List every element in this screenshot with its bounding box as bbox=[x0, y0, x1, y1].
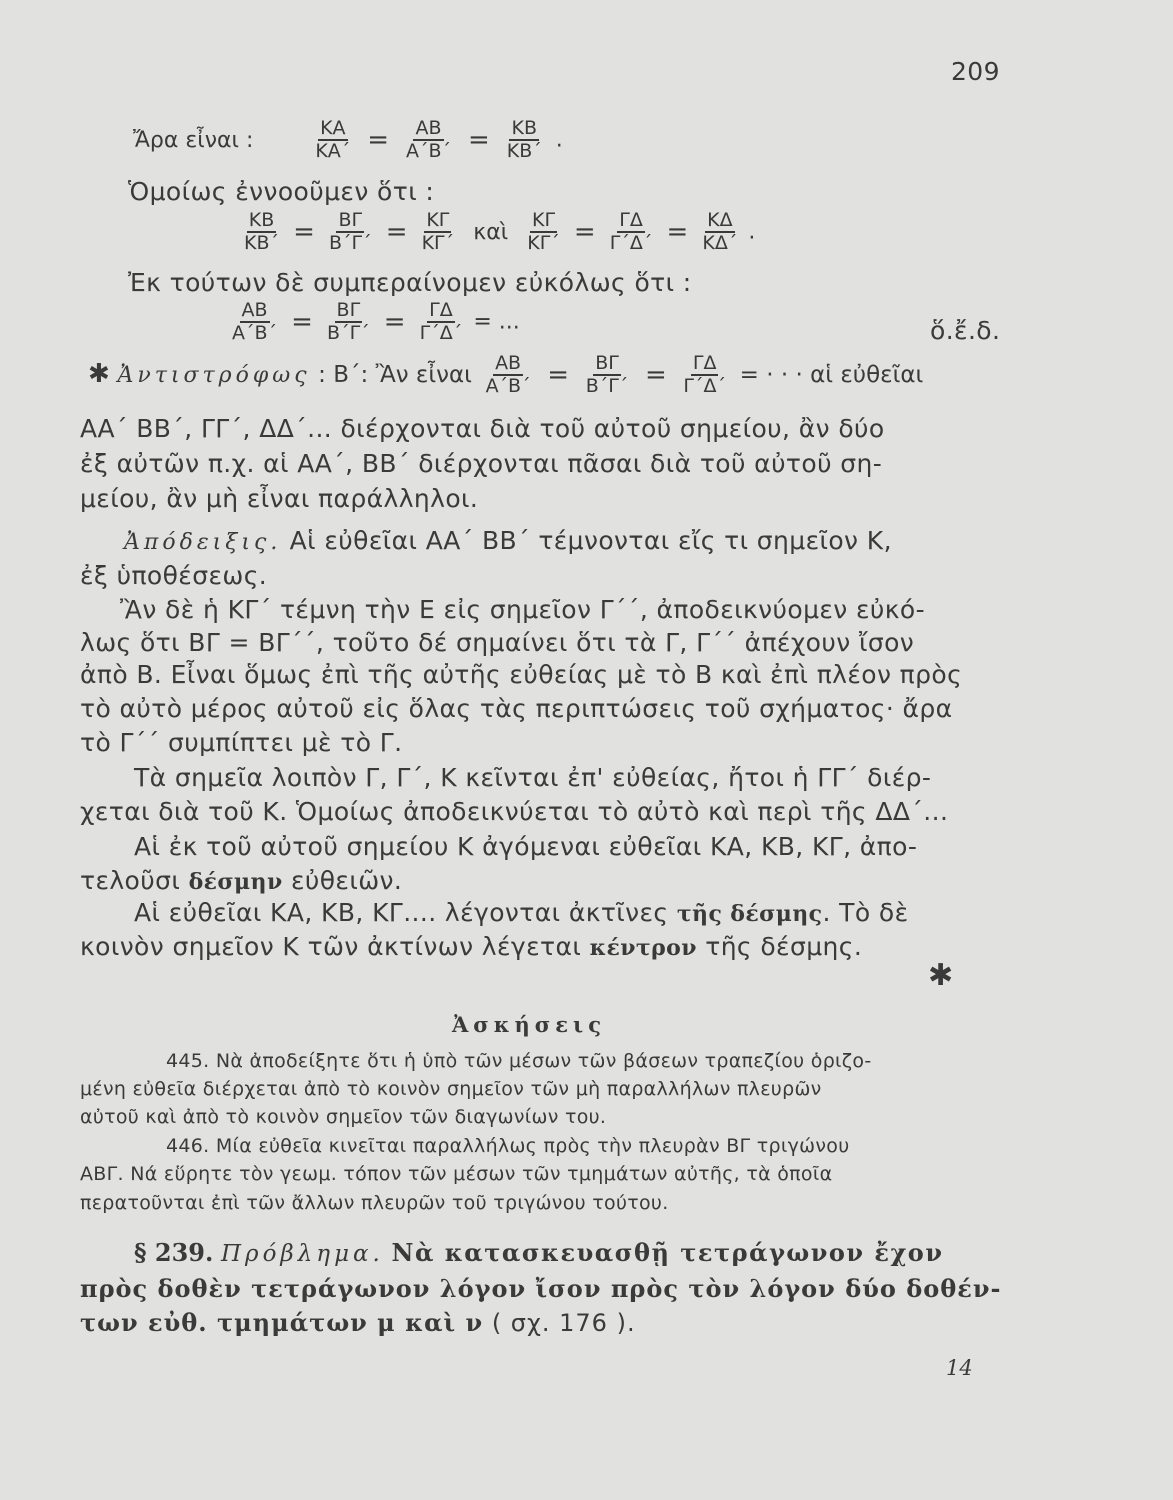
text-span: Αἱ εὐθεῖαι ΚΑ, ΚΒ, ΚΓ.... λέγονται ἀκτῖνες bbox=[134, 898, 677, 927]
qed-mark: ὅ.ἔ.δ. bbox=[930, 316, 1001, 345]
converse-label: Ἀντιστρόφως bbox=[117, 363, 311, 388]
fraction: $\frac{B\Gamma}{B΄\Gamma΄}$ bbox=[327, 299, 370, 344]
asterisk-mark-icon: ✱ bbox=[88, 359, 110, 389]
problem-line bbox=[80, 1308, 636, 1337]
equals-ellipsis: = ... bbox=[473, 309, 520, 335]
figure-reference: ( σχ. 176 ). bbox=[483, 1309, 636, 1337]
bold-term: δέσμην bbox=[188, 869, 283, 895]
fraction: $\frac{KA}{KA΄}$ bbox=[315, 117, 351, 162]
text-line bbox=[134, 898, 909, 927]
exercises-title: Ἀσκήσεις bbox=[452, 1012, 606, 1037]
text-line: Τὰ σημεῖα λοιπὸν Γ, Γ΄, Κ κεῖνται ἐπ' εὐθείας, ἤτοι ἡ ΓΓ΄ διέρ- bbox=[134, 763, 932, 792]
equals-sign: = bbox=[666, 217, 689, 247]
equals-sign: = bbox=[291, 307, 313, 337]
text-line: ἐξ αὐτῶν π.χ. αἱ ΑΑ΄, ΒΒ΄ διέρχονται πᾶσαι διὰ τοῦ αὐτοῦ ση- bbox=[80, 449, 883, 478]
fraction: $\frac{AB}{A΄B΄}$ bbox=[405, 117, 452, 162]
end-mark-icon: ✱ bbox=[928, 958, 954, 993]
equals-sign: = bbox=[547, 360, 570, 390]
period: . bbox=[555, 127, 563, 153]
fraction: $\frac{K\Gamma}{K\Gamma΄}$ bbox=[421, 209, 455, 254]
section-number: § 239. bbox=[134, 1238, 214, 1267]
equals-sign: = bbox=[383, 307, 406, 337]
equals-sign: = bbox=[467, 125, 490, 155]
converse-heading bbox=[88, 353, 923, 397]
exercise-line: ΑΒΓ. Νά εὕρητε τὸν γεωμ. τόπον τῶν μέσων τῶν τμημάτων αὐτῆς, τὰ ὁποῖα bbox=[80, 1163, 833, 1185]
exercise-line: 445. Νὰ ἀποδείξητε ὅτι ἡ ὑπὸ τῶν μέσων τῶν βάσεων τραπεζίου ὁριζο- bbox=[166, 1050, 872, 1072]
proof-label: Ἀπόδειξις. bbox=[124, 530, 282, 555]
exercise-line: περατοῦνται ἐπὶ τῶν ἄλλων πλευρῶν τοῦ τριγώνου τούτου. bbox=[80, 1192, 669, 1214]
fraction: $\frac{B\Gamma}{B΄\Gamma΄}$ bbox=[328, 209, 372, 254]
formula-2-intro: Ὁμοίως ἐννοοῦμεν ὅτι : bbox=[128, 177, 435, 206]
exercise-line: μένη εὐθεῖα διέρχεται ἀπὸ τὸ κοινὸν σημεῖον τῶν μὴ παραλλήλων πλευρῶν bbox=[80, 1078, 822, 1100]
text-line: μείου, ἂν μὴ εἶναι παράλληλοι. bbox=[80, 484, 479, 513]
formula-3-intro: Ἐκ τούτων δὲ συμπεραίνομεν εὐκόλως ὅτι : bbox=[128, 268, 692, 297]
formula-1 bbox=[133, 118, 563, 162]
text-span: τελοῦσι bbox=[80, 866, 189, 895]
formula-3 bbox=[226, 300, 520, 344]
kai-word: καὶ bbox=[473, 219, 509, 245]
text-line: Ἂν δὲ ἡ ΚΓ΄ τέμνη τὴν Ε εἰς σημεῖον Γ΄΄, ἀποδεικνύομεν εὐκό- bbox=[120, 595, 926, 624]
period: . bbox=[748, 219, 756, 245]
formula-2 bbox=[238, 210, 755, 254]
exercise-line: 446. Μία εὐθεῖα κινεῖται παραλλήλως πρὸς τὴν πλευρὰν ΒΓ τριγώνου bbox=[166, 1135, 850, 1157]
fraction: $\frac{K\Gamma}{K\Gamma΄}$ bbox=[527, 209, 560, 254]
proof-text: Αἱ εὐθεῖαι ΑΑ΄ ΒΒ΄ τέμνονται εἴς τι σημεῖον Κ, bbox=[281, 526, 892, 555]
signature-number: 14 bbox=[946, 1356, 973, 1380]
formula-1-lead: Ἄρα εἶναι : bbox=[133, 127, 254, 153]
equals-sign: = bbox=[367, 125, 390, 155]
equals-sign: = bbox=[573, 217, 596, 247]
text-line: χεται διὰ τοῦ Κ. Ὁμοίως ἀποδεικνύεται τὸ αὐτὸ καὶ περὶ τῆς ΔΔ΄... bbox=[80, 797, 949, 826]
problem-heading bbox=[134, 1238, 943, 1267]
text-line: ἀπὸ Β. Εἶναι ὅμως ἐπὶ τῆς αὐτῆς εὐθείας μὲ τὸ Β καὶ ἐπὶ πλέον πρὸς bbox=[80, 660, 963, 689]
text-line: τὸ αὐτὸ μέρος αὐτοῦ εἰς ὅλας τὰς περιπτώσεις τοῦ σχήματος· ἄρα bbox=[80, 694, 953, 723]
text-line: τὸ Γ΄΄ συμπίπτει μὲ τὸ Γ. bbox=[80, 728, 403, 757]
bold-term: τῆς δέσμης bbox=[676, 901, 823, 927]
text-span: κοινὸν σημεῖον Κ τῶν ἀκτίνων λέγεται bbox=[80, 932, 590, 961]
fraction: $\frac{\Gamma\Delta}{\Gamma΄\Delta΄}$ bbox=[683, 352, 726, 397]
equals-sign: = bbox=[644, 360, 667, 390]
equals-sign: = bbox=[293, 217, 315, 247]
converse-tail: = · · · αἱ εὐθεῖαι bbox=[739, 362, 924, 388]
fraction: $\frac{B\Gamma}{B΄\Gamma΄}$ bbox=[585, 352, 629, 397]
fraction: $\frac{\Gamma\Delta}{\Gamma΄\Delta΄}$ bbox=[609, 209, 653, 254]
fraction: $\frac{KB}{KB΄}$ bbox=[244, 209, 279, 254]
text-line: ἐξ ὑποθέσεως. bbox=[80, 561, 268, 590]
problem-text: Νὰ κατασκευασθῇ τετράγωνον ἔχον bbox=[391, 1238, 944, 1267]
converse-lead: : Β΄: Ἂν εἶναι bbox=[318, 362, 472, 388]
text-line bbox=[80, 866, 402, 895]
exercise-line: αὐτοῦ καὶ ἀπὸ τὸ κοινὸν σημεῖον τῶν διαγωνίων του. bbox=[80, 1106, 607, 1128]
text-span: . Τὸ δὲ bbox=[822, 898, 909, 927]
text-line: Αἱ ἐκ τοῦ αὐτοῦ σημείου Κ ἀγόμεναι εὐθεῖαι ΚΑ, ΚΒ, ΚΓ, ἀπο- bbox=[134, 832, 918, 861]
fraction: $\frac{\Gamma\Delta}{\Gamma΄\Delta΄}$ bbox=[419, 299, 463, 344]
page-number: 209 bbox=[951, 57, 1000, 86]
fraction: $\frac{K\Delta}{K\Delta΄}$ bbox=[702, 209, 738, 254]
equals-sign: = bbox=[385, 217, 408, 247]
fraction: $\frac{AB}{A΄B΄}$ bbox=[485, 352, 531, 397]
fraction: $\frac{KB}{KB΄}$ bbox=[506, 117, 542, 162]
problem-label: Πρόβλημα. bbox=[221, 1241, 384, 1267]
fraction: $\frac{AB}{A΄B΄}$ bbox=[232, 299, 278, 344]
text-line: ΑΑ΄ ΒΒ΄, ΓΓ΄, ΔΔ΄... διέρχονται διὰ τοῦ αὐτοῦ σημείου, ἂν δύο bbox=[80, 414, 885, 443]
text-line bbox=[80, 932, 862, 961]
problem-text: των εὐθ. τμημάτων μ καὶ ν bbox=[80, 1308, 484, 1337]
text-span: τῆς δέσμης. bbox=[696, 932, 863, 961]
proof-first-line bbox=[124, 526, 892, 555]
bold-term: κέντρον bbox=[589, 935, 697, 961]
text-line: λως ὅτι ΒΓ = ΒΓ΄΄, τοῦτο δέ σημαίνει ὅτι τὰ Γ, Γ΄΄ ἀπέχουν ἴσον bbox=[80, 628, 915, 657]
text-span: εὐθειῶν. bbox=[282, 866, 403, 895]
problem-line: πρὸς δοθὲν τετράγωνον λόγον ἴσον πρὸς τὸν λόγον δύο δοθέν- bbox=[80, 1274, 1002, 1303]
